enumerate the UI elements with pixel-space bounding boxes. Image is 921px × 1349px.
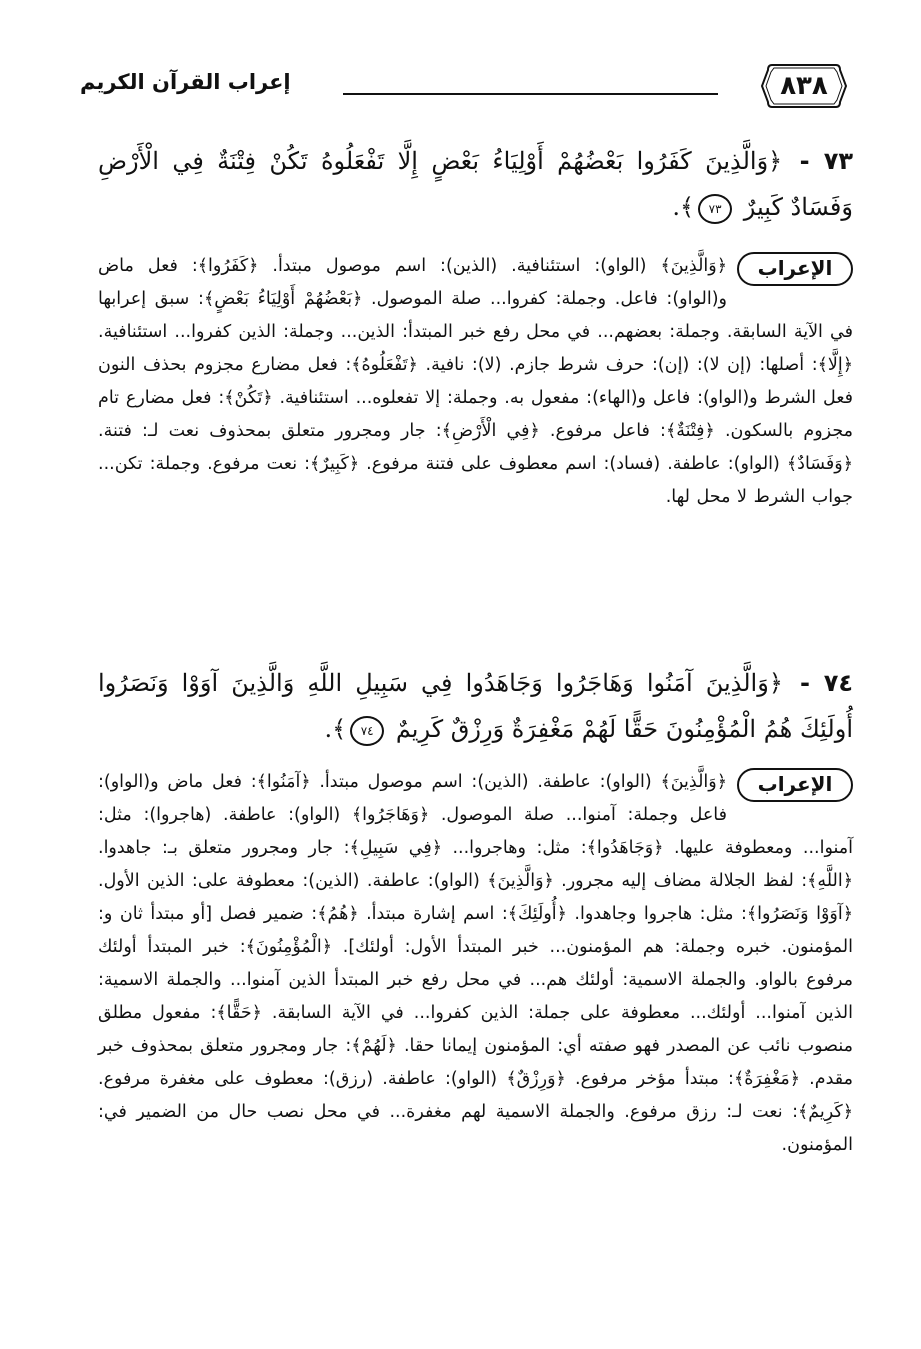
verse-text: ﴿وَالَّذِينَ كَفَرُوا بَعْضُهُمْ أَوْلِيَاءُ بَعْضٍ إِلَّا تَفْعَلُوهُ تَكُنْ فِتْنَةٌ فِي الْأَرْضِ وَفَسَادٌ كَبِيرٌ [98,147,853,221]
book-title: إعراب القرآن الكريم [80,70,291,94]
verse-74 [98,660,853,752]
irab-74 [98,766,853,1162]
verse-end-marker-icon: ٧٣ [698,194,732,224]
verse-end-bracket: ﴾. [324,715,347,743]
verse-number: ٧٤ - [799,669,853,697]
header-rule [343,93,718,95]
irab-text: ﴿وَالَّذِينَ﴾ (الواو): استئنافية. (الذين): اسم موصول مبتدأ. ﴿كَفَرُوا﴾: فعل ماض و(الواو): فاعل. وجملة: كفروا... صلة الموصول. ﴿بَعْضُهُمْ أَوْلِيَاءُ بَعْضٍ﴾: سبق إعرابها في الآية السابقة. وجملة: بعضهم... في محل رفع خبر المبتدأ: الذين... وجملة: الذين كفروا... استئنافية. ﴿إِلَّا﴾: أصلها: (إن لا): (إن): حرف شرط جازم. (لا): نافية. ﴿تَفْعَلُوهُ﴾: فعل مضارع مجزوم بحذف النون فعل الشرط و(الواو): فاعل و(الهاء): مفعول به. وجملة: إلا تفعلوه... استئنافية. ﴿تَكُنْ﴾: فعل مضارع تام مجزوم بالسكون. ﴿فِتْنَةٌ﴾: فاعل مرفوع. ﴿فِي الْأَرْضِ﴾: جار ومجرور متعلق بمحذوف نعت لـ: فتنة. ﴿وَفَسَادٌ﴾ (الواو): عاطفة. (فساد): اسم معطوف على فتنة مرفوع. ﴿كَبِيرٌ﴾: نعت مرفوع. وجملة: تكن... جواب الشرط لا محل لها. [98,256,853,507]
page-number-badge [758,62,850,110]
verse-text: ﴿وَالَّذِينَ آمَنُوا وَهَاجَرُوا وَجَاهَدُوا فِي سَبِيلِ اللَّهِ وَالَّذِينَ آوَوْا وَنَصَرُوا أُولَئِكَ هُمُ الْمُؤْمِنُونَ حَقًّا لَهُمْ مَغْفِرَةٌ وَرِزْقٌ كَرِيمٌ [98,669,853,743]
verse-number: ٧٣ - [799,147,853,175]
irab-73 [98,250,853,514]
page-number: ٨٣٨ [780,71,828,101]
verse-73 [98,138,853,230]
irab-text: ﴿وَالَّذِينَ﴾ (الواو): عاطفة. (الذين): اسم موصول مبتدأ. ﴿آمَنُوا﴾: فعل ماض و(الواو): فاعل وجملة: آمنوا... صلة الموصول. ﴿وَهَاجَرُوا﴾ (الواو): عاطفة. (هاجروا): مثل: آمنوا... ومعطوفة عليها. ﴿وَجَاهَدُوا﴾: مثل: وهاجروا... ﴿فِي سَبِيلِ﴾: جار ومجرور متعلق بـ: جاهدوا. ﴿اللَّهِ﴾: لفظ الجلالة مضاف إليه مجرور. ﴿وَالَّذِينَ﴾ (الواو): عاطفة. (الذين): معطوفة على: الذين الأول. ﴿آوَوْا وَنَصَرُوا﴾: مثل: هاجروا وجاهدوا. ﴿أُولَئِكَ﴾: اسم إشارة مبتدأ. ﴿هُمُ﴾: ضمير فصل [أو مبتدأ ثان و: المؤمنون. خبره وجملة: هم المؤمنون... خبر المبتدأ الأول: أولئك]. ﴿الْمُؤْمِنُونَ﴾: خبر المبتدأ أولئك مرفوع بالواو. والجملة الاسمية: أولئك هم... في محل رفع خبر المبتدأ الذين آمنوا... والجملة الاسمية: الذين آمنوا... أولئك... معطوفة على جملة: الذين كفروا... في الآية السابقة. ﴿حَقًّا﴾: مفعول مطلق منصوب نائب عن المصدر فهو صفته أي: المؤمنون إيمانا حقا. ﴿لَهُمْ﴾: جار ومجرور متعلق بمحذوف خبر مقدم. ﴿مَغْفِرَةٌ﴾: مبتدأ مؤخر مرفوع. ﴿وَرِزْقٌ﴾ (الواو): عاطفة. (رزق): معطوف على مغفرة مرفوع. ﴿كَرِيمٌ﴾: نعت لـ: رزق مرفوع. والجملة الاسمية لهم مغفرة... في محل نصب حال من الضمير في: المؤمنون. [98,772,853,1155]
irab-label: الإعراب [737,768,853,802]
irab-label: الإعراب [737,252,853,286]
verse-end-bracket: ﴾. [672,193,695,221]
page-header [80,62,850,118]
verse-end-marker-icon: ٧٤ [350,716,384,746]
